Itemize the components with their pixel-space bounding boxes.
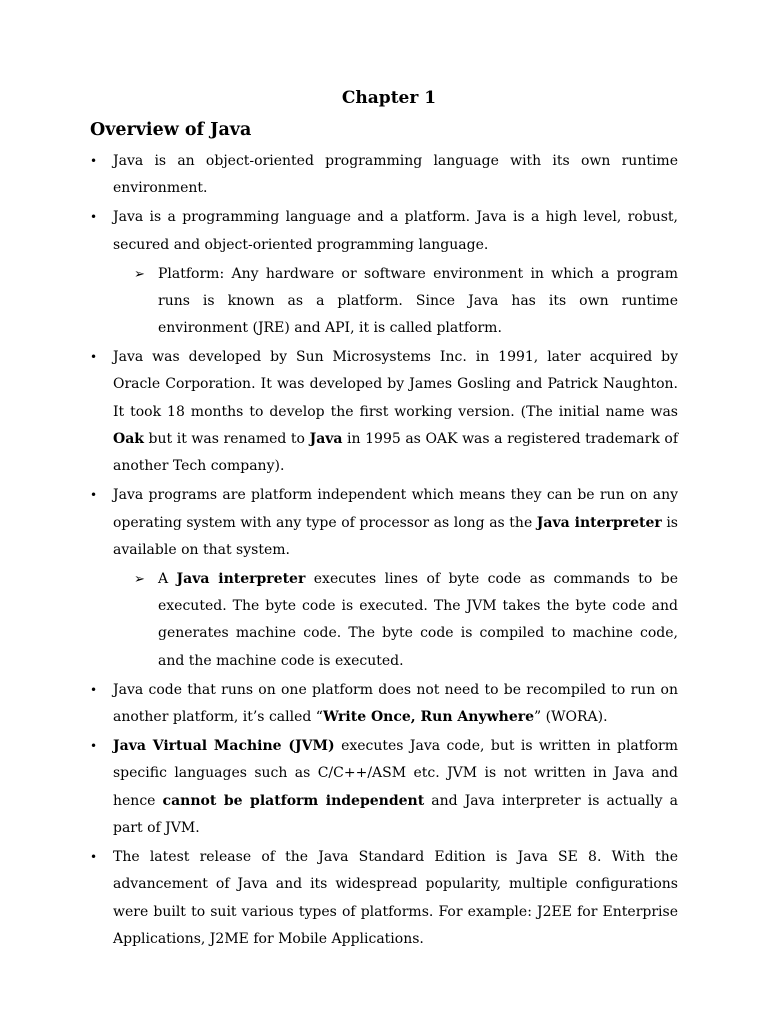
item-bold-text: Java interpreter <box>176 570 306 587</box>
item-text: and Java interpreter is actually a part of JVM. <box>113 792 678 836</box>
item-text: Java is an object-oriented programming language with its own runtime environment. <box>113 153 678 197</box>
sub-list-item <box>89 261 678 343</box>
item-text: Java code that runs on one platform does not need to be recompiled to run on another platform, it’s called “ <box>113 681 678 726</box>
item-text: is available on that system. <box>113 514 678 558</box>
item-text: Platform: Any hardware or software environment in which a program runs is known as a platform. Since Java has its own runtime environment (JRE) and API, it is called platform. <box>158 265 678 337</box>
arrow-bullet-icon: ➢ <box>134 266 145 282</box>
item-text: A <box>158 570 177 587</box>
list-item <box>89 148 678 203</box>
bullet-icon: • <box>90 682 98 697</box>
item-text: ” (WORA). <box>534 709 608 726</box>
bullet-icon: • <box>90 488 98 503</box>
chapter-title: Chapter 1 <box>341 88 437 108</box>
item-text: but it was renamed to <box>143 431 310 448</box>
list-item <box>89 204 678 259</box>
arrow-bullet-icon: ➢ <box>134 571 145 587</box>
item-text: executes lines of byte code as commands to be executed. The byte code is executed. The JVM takes the byte code and generates machine code. The byte code is compiled to machine code, and the machine code is executed. <box>158 570 678 669</box>
item-text: executes Java code, but is written in platform specific languages such as C/C++/ASM etc. JVM is not written in Java and hence <box>113 738 678 809</box>
bullet-list <box>89 148 678 953</box>
section-heading: Overview of Java <box>90 120 252 140</box>
list-item <box>89 677 678 732</box>
item-bold-text: Java interpreter <box>536 514 662 531</box>
item-bold-text: cannot be platform independent <box>162 792 425 809</box>
item-bold-text: Java Virtual Machine (JVM) <box>113 738 335 755</box>
list-item <box>89 733 678 842</box>
list-item <box>89 344 678 480</box>
sub-list-item <box>89 566 678 675</box>
item-text: Java is a programming language and a platform. Java is a high level, robust, secured and object-oriented programming language. <box>113 209 678 253</box>
bullet-icon: • <box>90 350 98 365</box>
item-bold-text: Write Once, Run Anywhere <box>322 709 535 726</box>
item-bold-text: Oak <box>113 431 144 448</box>
item-text: in 1995 as OAK was a registered trademark of another Tech company). <box>113 431 679 475</box>
list-item <box>89 844 678 953</box>
list-item <box>89 482 678 564</box>
item-text: The latest release of the Java Standard Edition is Java SE 8. With the advancement of Java and its widespread popularity, multiple configurations were built to suit various types of platforms. For example: J2EE for Enterprise Applications, J2ME for Mobile Applications. <box>113 848 678 947</box>
document-body <box>89 148 678 955</box>
bullet-icon: • <box>90 739 98 754</box>
item-bold-text: Java <box>309 431 343 448</box>
bullet-icon: • <box>90 210 98 225</box>
bullet-icon: • <box>90 849 98 864</box>
item-text: Java programs are platform independent which means they can be run on any operating system with any type of processor as long as the <box>113 487 678 531</box>
bullet-icon: • <box>90 154 98 168</box>
item-text: Java was developed by Sun Microsystems Inc. in 1991, later acquired by Oracle Corporation. It was developed by James Gosling and Patrick Naughton. It took 18 months to develop the first working version. (The initial name was <box>113 349 678 420</box>
